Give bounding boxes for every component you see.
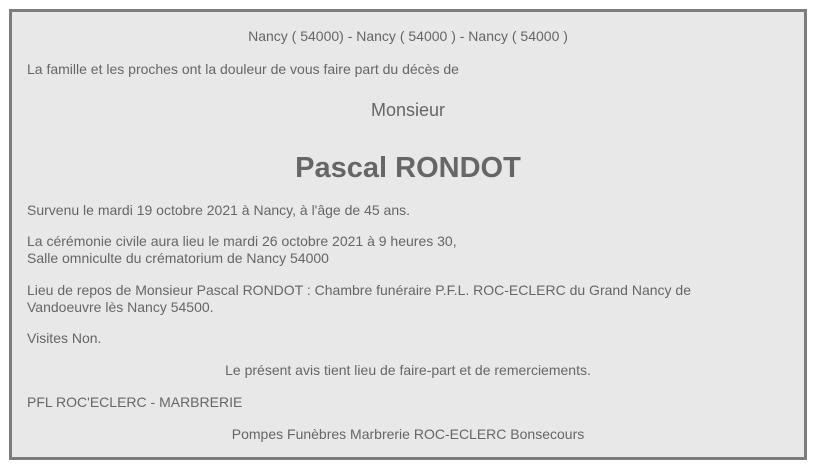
thanks: Le présent avis tient lieu de faire-part et de remerciements. <box>225 362 591 378</box>
death-details: Survenu le mardi 19 octobre 2021 à Nancy, à l'âge de 45 ans. <box>27 202 410 218</box>
deceased-name: Pascal RONDOT <box>295 152 521 184</box>
rest-place: Lieu de repos de Monsieur Pascal RONDOT : Chambre funéraire P.F.L. ROC-ECLERC du Grand Nancy de Vandoeuvre lès Nancy 54500. <box>27 282 692 315</box>
funeral-home: Pompes Funèbres Marbrerie ROC-ECLERC Bonsecours <box>231 426 585 442</box>
visits: Visites Non. <box>27 330 102 346</box>
honorific: Monsieur <box>370 100 446 120</box>
ceremony-line-2: Salle omniculte du crématorium de Nancy 54000 <box>27 250 329 266</box>
intro-text: La famille et les proches ont la douleur de vous faire part du décès de <box>27 61 459 77</box>
company-name: PFL ROC'ECLERC - MARBRERIE <box>27 394 243 410</box>
ceremony-line-1: La cérémonie civile aura lieu le mardi 26 octobre 2021 à 9 heures 30, <box>27 233 457 249</box>
locations: Nancy ( 54000) - Nancy ( 54000 ) - Nancy ( 54000 ) <box>248 28 568 44</box>
death-notice <box>9 9 807 460</box>
